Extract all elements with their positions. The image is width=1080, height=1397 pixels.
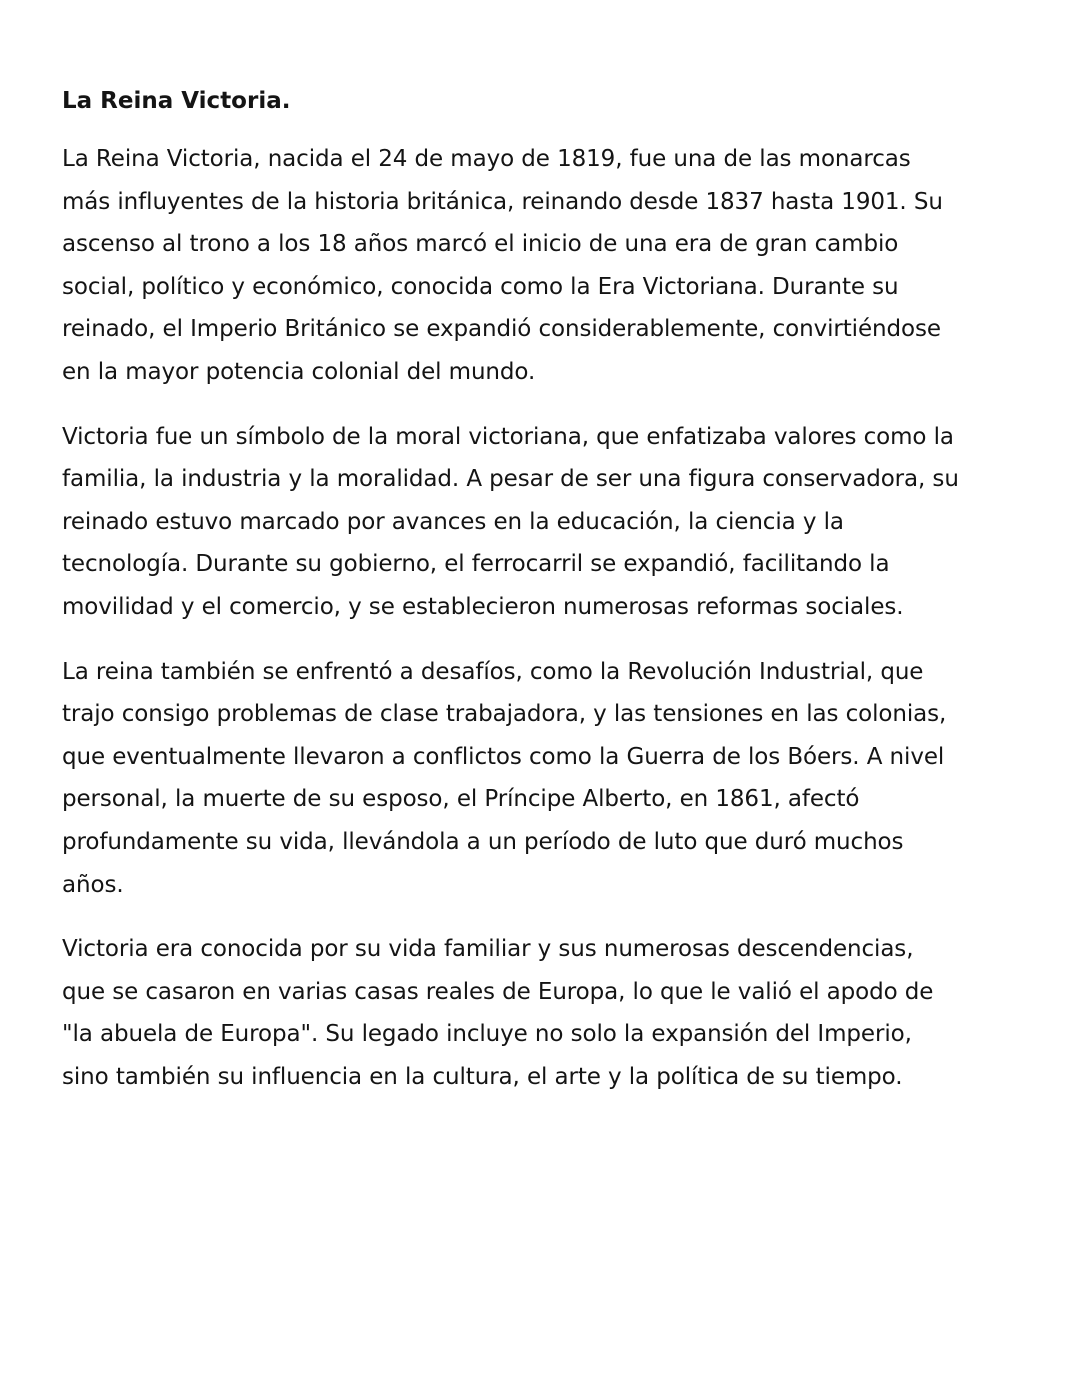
paragraph-1: La Reina Victoria, nacida el 24 de mayo de 1819, fue una de las monarcas más influyentes de la historia británica, reinando desde 1837 hasta 1901. Su ascenso al trono a los 18 años marcó el inicio de una era de gran cambio social, político y económico, conocida como la Era Victoriana. Durante su reinado, el Imperio Británico se expandió considerablemente, convirtiéndose en la mayor potencia colonial del mundo. [62,146,943,385]
paragraph-2: Victoria fue un símbolo de la moral victoriana, que enfatizaba valores como la familia, la industria y la moralidad. A pesar de ser una figura conservadora, su reinado estuvo marcado por avances en la educación, la ciencia y la tecnología. Durante su gobierno, el ferrocarril se expandió, facilitando la movilidad y el comercio, y se establecieron numerosas reformas sociales. [62,423,959,620]
paragraph-3: La reina también se enfrentó a desafíos, como la Revolución Industrial, que trajo consigo problemas de clase trabajadora, y las tensiones en las colonias, que eventualmente llevaron a conflictos como la Guerra de los Bóers. A nivel personal, la muerte de su esposo, el Príncipe Alberto, en 1861, afectó profundamente su vida, llevándola a un período de luto que duró muchos años. [62,658,947,898]
document-title: La Reina Victoria. [62,88,291,114]
paragraph-4: Victoria era conocida por su vida familiar y sus numerosas descendencias, que se casaron en varias casas reales de Europa, lo que le valió el apodo de "la abuela de Europa". Su legado incluye no solo la expansión del Imperio, sino también su influencia en la cultura, el arte y la política de su tiempo. [62,936,934,1090]
document-page [62,78,962,1120]
